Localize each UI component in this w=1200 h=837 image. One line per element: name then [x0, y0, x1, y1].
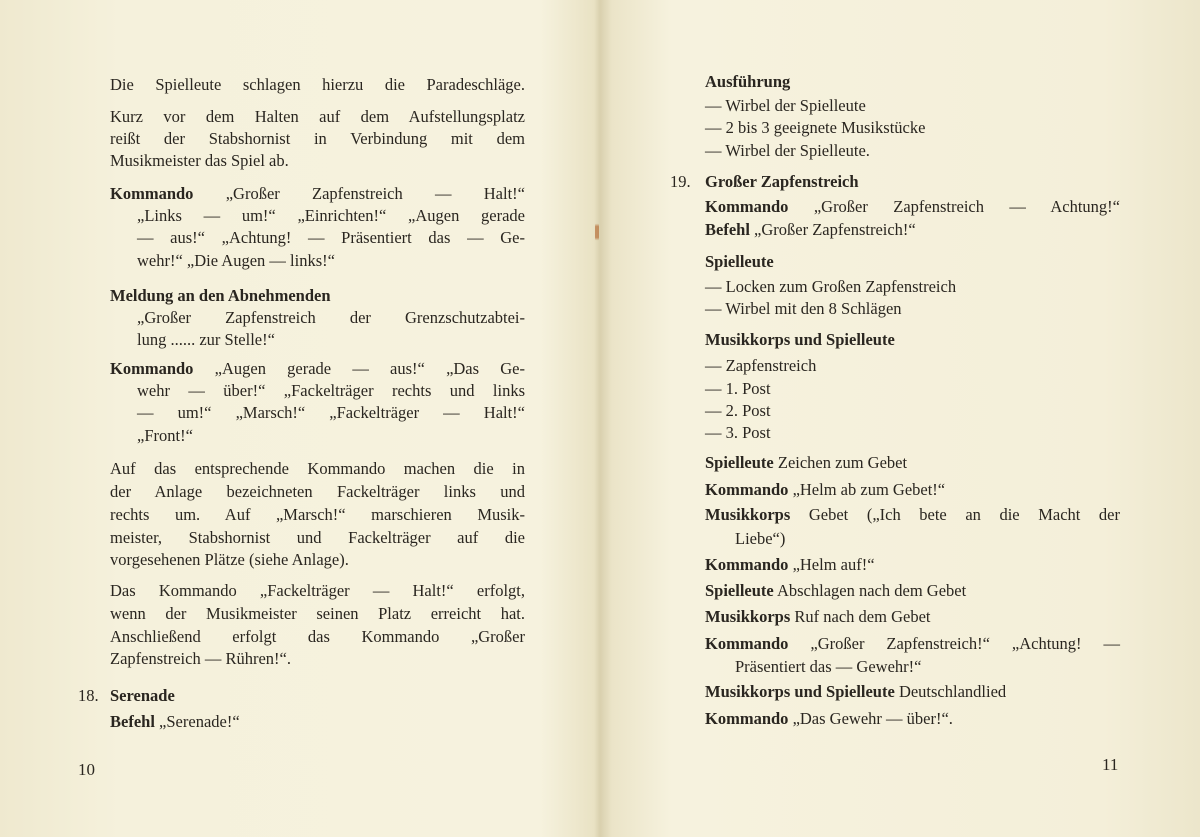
text-line	[705, 298, 902, 320]
text-line	[705, 117, 925, 139]
line-text: meister, Stabshornist und Fackelträger auf die	[110, 528, 525, 547]
line-text: — Zapfenstreich	[705, 356, 817, 375]
line-text: Das Kommando „Fackelträger — Halt!“ erfolgt,	[110, 581, 525, 600]
text-line	[110, 648, 291, 670]
text-line	[110, 603, 525, 625]
bold-label: Kommando	[110, 359, 194, 378]
text-line	[110, 549, 349, 571]
text-line	[705, 378, 771, 400]
text-line	[735, 656, 921, 678]
line-text: — aus!“ „Achtung! — Präsentiert das — Ge-	[137, 228, 525, 247]
line-text: Abschlagen nach dem Gebet	[773, 581, 967, 600]
line-text: „Großer Zapfenstreich — Achtung!“	[788, 197, 1120, 216]
line-text: „Links — um!“ „Einrichten!“ „Augen gerade	[137, 206, 525, 225]
section-number: 18.	[78, 686, 99, 705]
bold-label: Ausführung	[705, 72, 791, 91]
text-line	[705, 276, 956, 298]
text-line	[110, 106, 525, 128]
text-line	[705, 196, 1120, 218]
gutter-stain	[595, 218, 599, 246]
text-line	[137, 329, 275, 351]
bold-label: Befehl	[705, 220, 750, 239]
text-line	[137, 425, 193, 447]
line-text: „Großer Zapfenstreich!“ „Achtung! —	[788, 634, 1120, 653]
line-text: „Front!“	[137, 426, 193, 445]
text-line	[705, 504, 1120, 526]
text-line	[110, 458, 525, 480]
line-text: wehr — über!“ „Fackelträger rechts und links	[137, 381, 525, 400]
line-text: Musikmeister das Spiel ab.	[110, 151, 289, 170]
line-text: Kurz vor dem Halten auf dem Aufstellungsplatz	[110, 107, 525, 126]
bold-label: Kommando	[705, 709, 789, 728]
line-text: „Großer Zapfenstreich — Halt!“	[193, 184, 525, 203]
bold-label: Spielleute	[705, 581, 774, 600]
text-line	[137, 227, 525, 249]
text-line	[110, 285, 331, 307]
text-line	[137, 205, 525, 227]
line-text: — Locken zum Großen Zapfenstreich	[705, 277, 957, 296]
line-text: rechts um. Auf „Marsch!“ marschieren Musik-	[110, 505, 525, 524]
text-line	[110, 358, 525, 380]
bold-label: Musikkorps und Spielleute	[705, 330, 895, 349]
page-number: 10	[78, 760, 95, 779]
line-text: „Helm ab zum Gebet!“	[788, 480, 946, 499]
text-line	[110, 504, 525, 526]
line-text: wenn der Musikmeister seinen Platz erreicht hat.	[110, 604, 525, 623]
text-line	[705, 355, 816, 377]
text-line	[705, 329, 895, 351]
line-text: Anschließend erfolgt das Kommando „Großer	[110, 627, 525, 646]
line-text: — Wirbel der Spielleute.	[705, 141, 870, 160]
text-line	[705, 606, 930, 628]
line-text: — 1. Post	[705, 379, 771, 398]
bold-label: Spielleute	[705, 453, 774, 472]
line-text: — Wirbel der Spielleute	[705, 96, 866, 115]
line-text: Zeichen zum Gebet	[773, 453, 908, 472]
line-text: — 2. Post	[705, 401, 771, 420]
line-text: Auf das entsprechende Kommando machen die in	[110, 459, 525, 478]
text-line	[137, 402, 525, 424]
text-line	[705, 452, 907, 474]
text-line	[110, 128, 525, 150]
line-text: Deutschlandlied	[894, 682, 1007, 701]
bold-label: Kommando	[705, 634, 789, 653]
bold-label: Meldung an den Abnehmenden	[110, 286, 331, 305]
line-text: „Großer Zapfenstreich!“	[749, 220, 916, 239]
text-line	[705, 95, 866, 117]
text-line	[705, 140, 870, 162]
bold-label: Kommando	[705, 555, 789, 574]
text-line	[705, 681, 1006, 703]
line-text: — 2 bis 3 geeignete Musikstücke	[705, 118, 926, 137]
line-text: Präsentiert das — Gewehr!“	[735, 657, 922, 676]
bold-label: Großer Zapfenstreich	[705, 172, 859, 191]
line-text: „Großer Zapfenstreich der Grenzschutzabtei-	[137, 308, 525, 327]
text-line	[137, 250, 335, 272]
text-line	[705, 251, 774, 273]
text-line	[110, 150, 289, 172]
text-line	[110, 183, 525, 205]
text-line	[110, 481, 525, 503]
text-line	[705, 633, 1120, 655]
text-line	[110, 580, 525, 602]
bold-label: Musikkorps	[705, 505, 791, 524]
text-line	[137, 380, 525, 402]
text-line	[670, 171, 859, 193]
text-line	[110, 711, 240, 733]
line-text: „Serenade!“	[154, 712, 240, 731]
text-line	[705, 554, 875, 576]
text-line	[705, 580, 966, 602]
line-text: wehr!“ „Die Augen — links!“	[137, 251, 335, 270]
bold-label: Musikkorps	[705, 607, 791, 626]
bold-label: Kommando	[705, 480, 789, 499]
line-text: vorgesehenen Plätze (siehe Anlage).	[110, 550, 349, 569]
bold-label: Serenade	[110, 686, 175, 705]
bold-label: Spielleute	[705, 252, 774, 271]
line-text: Liebe“)	[735, 529, 786, 548]
line-text: lung ...... zur Stelle!“	[137, 330, 275, 349]
line-text: Gebet („Ich bete an die Macht der	[790, 505, 1120, 524]
text-line	[110, 74, 525, 96]
line-text: — um!“ „Marsch!“ „Fackelträger — Halt!“	[137, 403, 525, 422]
text-line	[705, 479, 945, 501]
bold-label: Musikkorps und Spielleute	[705, 682, 895, 701]
line-text: „Das Gewehr — über!“.	[788, 709, 953, 728]
line-text: der Anlage bezeichneten Fackelträger links und	[110, 482, 525, 501]
line-text: — 3. Post	[705, 423, 771, 442]
line-text: Ruf nach dem Gebet	[790, 607, 931, 626]
text-line	[705, 708, 953, 730]
line-text: „Augen gerade — aus!“ „Das Ge-	[193, 359, 525, 378]
text-line	[705, 71, 790, 93]
text-line	[735, 528, 785, 550]
bold-label: Kommando	[110, 184, 194, 203]
text-line	[110, 527, 525, 549]
bold-label: Kommando	[705, 197, 789, 216]
line-text: reißt der Stabshornist in Verbindung mit dem	[110, 129, 525, 148]
text-line	[705, 422, 771, 444]
right-page	[600, 0, 1200, 837]
line-text: Die Spielleute schlagen hierzu die Paradeschläge.	[110, 75, 525, 94]
text-line	[78, 685, 175, 707]
text-line	[705, 219, 916, 241]
text-line	[705, 400, 771, 422]
section-number: 19.	[670, 172, 691, 191]
text-line	[137, 307, 525, 329]
line-text: — Wirbel mit den 8 Schlägen	[705, 299, 902, 318]
bold-label: Befehl	[110, 712, 155, 731]
line-text: Zapfenstreich — Rühren!“.	[110, 649, 291, 668]
page-number: 11	[1102, 755, 1119, 774]
text-line	[110, 626, 525, 648]
line-text: „Helm auf!“	[788, 555, 875, 574]
